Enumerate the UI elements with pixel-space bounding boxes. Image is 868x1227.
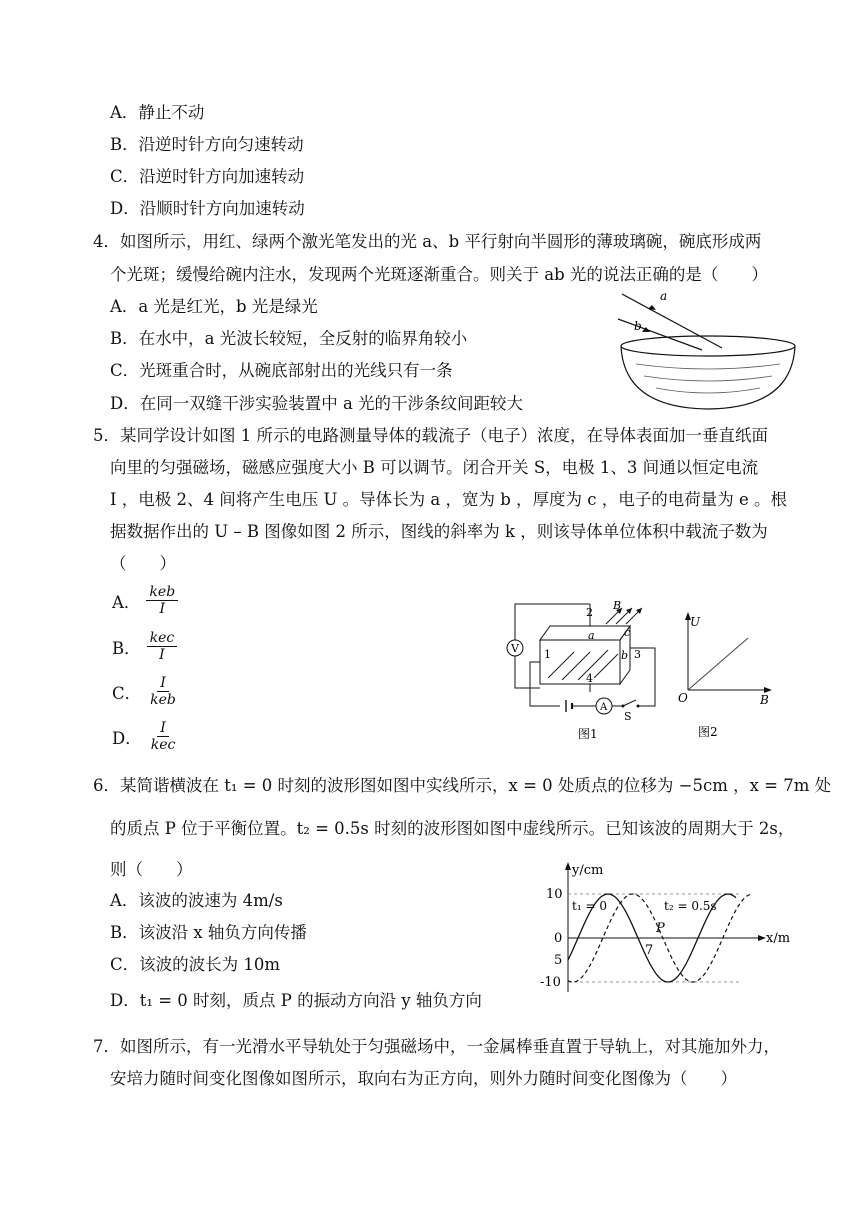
q4-option-d: D．在同一双缝干涉实验装置中 a 光的干涉条纹间距较大 — [110, 394, 524, 413]
q5-option-c-label: C． — [112, 683, 142, 703]
q6-stem-line3: 则（ ） — [110, 860, 193, 879]
q6-option-d: D．t₁ = 0 时刻，质点 P 的振动方向沿 y 轴负方向 — [110, 991, 482, 1010]
q5-option-c-fraction — [147, 675, 179, 708]
q5-option-d — [112, 720, 178, 753]
ub-graph-figure-2 — [672, 610, 782, 745]
q4-option-a: A．a 光是红光，b 光是绿光 — [110, 297, 318, 316]
switch-contact — [637, 705, 640, 708]
q7-stem-line2: 安培力随时间变化图像如图所示，取向右为正方向，则外力随时间变化图像为（ ） — [110, 1069, 737, 1088]
water-lines — [636, 364, 780, 393]
q5-option-a-num: keb — [146, 584, 178, 601]
label-b: b — [621, 649, 629, 662]
slab-top — [540, 626, 630, 640]
q5-paren: （ ） — [110, 554, 176, 573]
tick-y-5: 5 — [554, 953, 563, 968]
q6-option-b: B．该波沿 x 轴负方向传播 — [110, 923, 307, 942]
q5-option-d-fraction — [148, 720, 179, 753]
q5-option-d-label: D． — [112, 728, 142, 748]
label-B-axis: B — [760, 693, 769, 707]
q3-option-c: C．沿逆时针方向加速转动 — [110, 167, 305, 186]
y-axis-arrow — [565, 862, 571, 870]
figure-2-caption: 图2 — [698, 725, 718, 739]
q4-stem-line1: 4．如图所示，用红、绿两个激光笔发出的光 a、b 平行射向半圆形的薄玻璃碗，碗底形成两 — [93, 232, 762, 251]
tick-y-neg10: -10 — [540, 975, 561, 990]
q6-option-c: C．该波的波长为 10m — [110, 955, 281, 974]
figure-1-caption: 图1 — [578, 727, 598, 741]
q3-option-b: B．沿逆时针方向匀速转动 — [110, 135, 304, 154]
q3-option-d: D．沿顺时针方向加速转动 — [110, 199, 305, 218]
ammeter-label: A — [600, 702, 608, 713]
voltmeter-label: V — [511, 642, 519, 655]
ub-line — [688, 638, 748, 690]
t2-label: t₂ = 0.5s — [664, 899, 717, 913]
q5-option-b-den: I — [159, 647, 165, 663]
bowl-figure — [610, 288, 800, 414]
tick-x-7: 7 — [645, 943, 654, 958]
q3-option-a: A．静止不动 — [110, 103, 205, 122]
switch-S — [623, 700, 636, 706]
tick-y-10: 10 — [546, 887, 563, 902]
q5-stem-line3: I ，电极 2、4 间将产生电压 U 。导体长为 a ，宽为 b ，厚度为 c ，电子的电荷量为 e 。根 — [110, 490, 788, 509]
q5-stem-line1: 5．某同学设计如图 1 所示的电路测量导体的载流子（电子）浓度，在导体表面加一垂直纸面 — [93, 426, 768, 445]
point-P-label: P — [656, 921, 665, 936]
q7-stem-line1: 7．如图所示，有一光滑水平导轨处于匀强磁场中，一金属棒垂直置于导轨上，对其施加外力， — [93, 1037, 780, 1056]
q5-option-a-den: I — [159, 601, 166, 617]
y-axis-label: y/cm — [572, 863, 604, 878]
label-a: a — [660, 289, 668, 303]
label-a: a — [588, 629, 595, 642]
q5-option-b-num: kec — [147, 630, 178, 647]
q5-stem-line2: 向里的匀强磁场，磁感应强度大小 B 可以调节。闭合开关 S，电极 1、3 间通以恒定电流 — [110, 458, 759, 477]
label-electrode-4: 4 — [586, 672, 593, 685]
field-lines — [548, 608, 642, 680]
q6-stem-line2: 的质点 P 位于平衡位置。t₂ = 0.5s 时刻的波形图如图中虚线所示。已知该波的周期大于 2s， — [110, 819, 795, 838]
x-axis-label: x/m — [766, 931, 791, 946]
x-axis-arrow — [758, 935, 766, 941]
q4-stem-line2: 个光斑；缓慢给碗内注水，发现两个光斑逐渐重合。则关于 ab 光的说法正确的是（ ） — [110, 265, 768, 284]
label-B: B — [613, 599, 622, 612]
q5-option-d-den: kec — [150, 737, 176, 753]
q4-option-c: C．光斑重合时，从碗底部射出的光线只有一条 — [110, 361, 453, 380]
q6-stem-line1: 6．某简谐横波在 t₁ = 0 时刻的波形图如图中实线所示，x = 0 处质点的位移为 −5cm ，x = 7m 处 — [93, 776, 832, 795]
q5-option-a-label: A． — [112, 592, 141, 612]
t1-label: t₁ = 0 — [572, 899, 607, 913]
label-b: b — [634, 319, 642, 333]
label-c: c — [624, 626, 631, 639]
label-O: O — [678, 691, 688, 705]
q5-option-a — [112, 584, 178, 617]
q4-option-b: B．在水中，a 光波长较短，全反射的临界角较小 — [110, 329, 468, 348]
label-S: S — [624, 710, 632, 723]
q5-option-c — [112, 675, 179, 708]
circuit-figure-1 — [500, 596, 670, 746]
wave-graph — [530, 858, 800, 998]
label-electrode-1: 1 — [544, 648, 551, 661]
q5-option-a-fraction — [146, 584, 178, 617]
label-electrode-2: 2 — [586, 606, 593, 619]
q5-option-b-label: B． — [112, 638, 141, 658]
q5-option-b — [112, 630, 177, 663]
q5-option-c-den: keb — [150, 692, 176, 708]
label-electrode-3: 3 — [634, 648, 641, 661]
q5-option-c-num: I — [157, 675, 169, 692]
label-U: U — [690, 615, 701, 629]
q5-stem-line4: 据数据作出的 U – B 图像如图 2 所示，图线的斜率为 k ，则该导体单位体积中载流子数为 — [110, 522, 768, 541]
q5-option-b-fraction — [147, 630, 178, 663]
q5-option-d-num: I — [157, 720, 169, 737]
tick-y-0: 0 — [554, 931, 563, 946]
beam-b — [618, 319, 702, 350]
q6-option-a: A．该波的波速为 4m/s — [110, 891, 283, 910]
bowl-rim — [621, 336, 795, 356]
